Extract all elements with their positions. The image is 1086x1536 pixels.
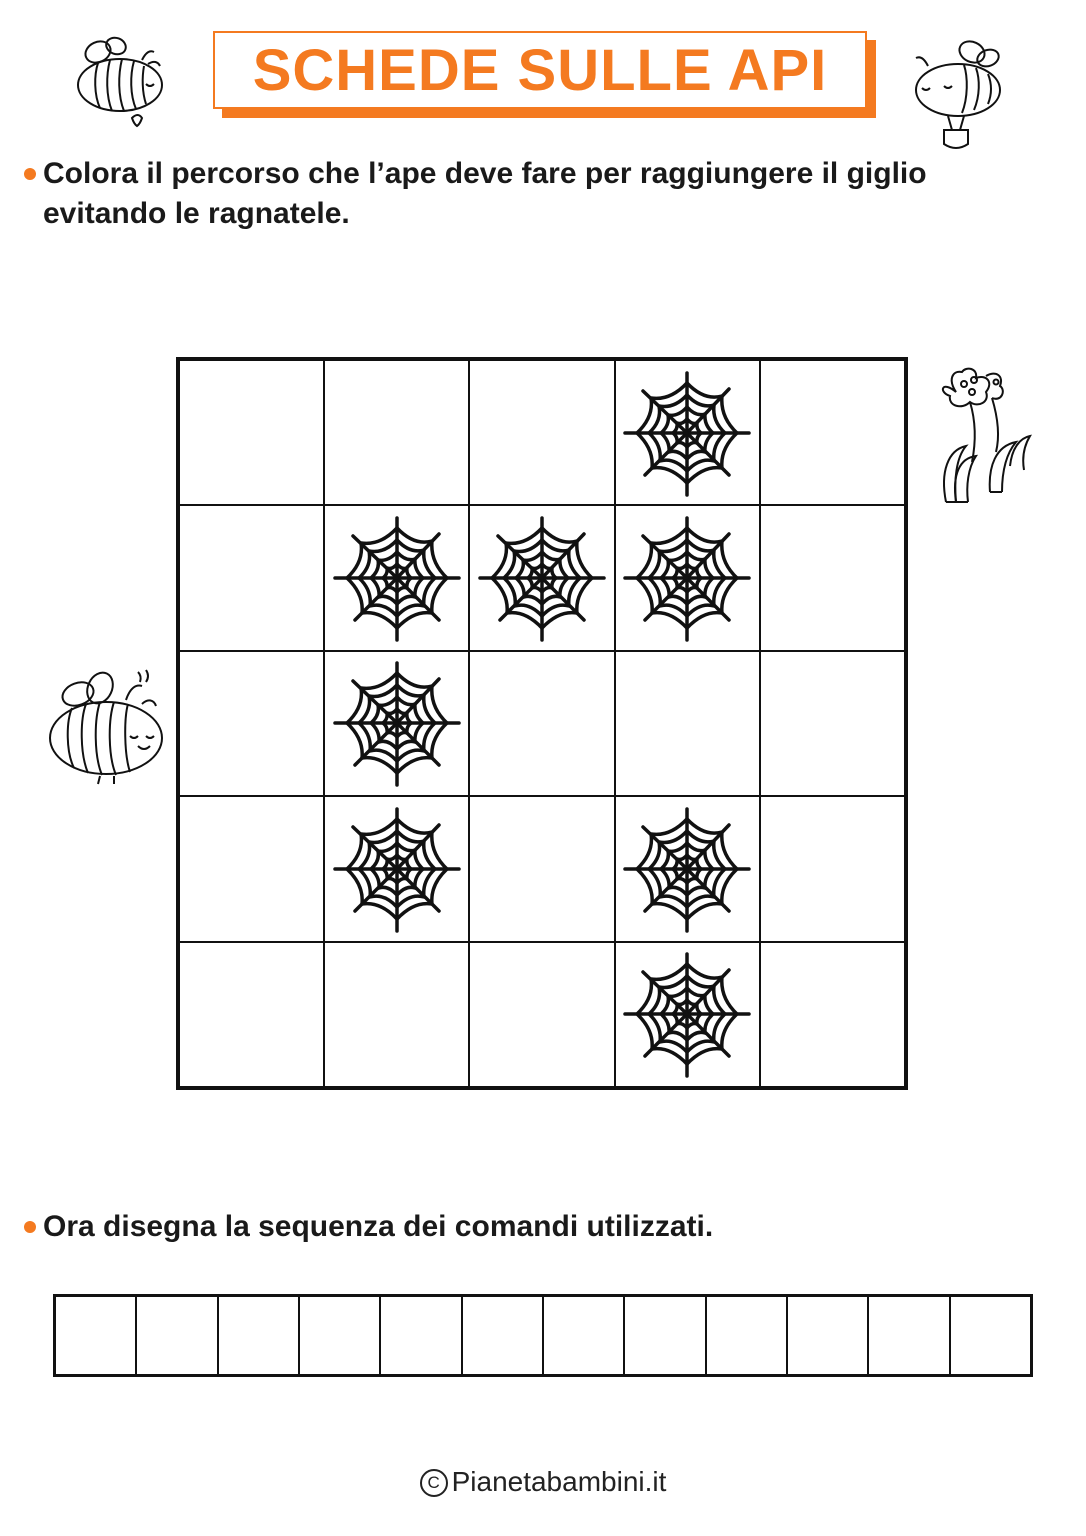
maze-cell[interactable] <box>615 360 760 505</box>
spider-web-icon <box>623 514 751 642</box>
instruction-text: Colora il percorso che l’ape deve fare per raggiungere il giglio evitando le ragnatele. <box>43 157 927 230</box>
maze-cell[interactable] <box>760 942 905 1087</box>
maze-cell[interactable] <box>324 796 469 941</box>
maze-grid <box>176 357 908 1090</box>
maze-cell[interactable] <box>469 360 614 505</box>
maze-cell[interactable] <box>179 796 324 941</box>
maze-cell[interactable] <box>760 651 905 796</box>
maze-cell[interactable] <box>760 360 905 505</box>
command-box[interactable] <box>219 1297 300 1374</box>
instruction-text: Ora disegna la sequenza dei comandi utilizzati. <box>43 1210 714 1243</box>
command-box[interactable] <box>381 1297 462 1374</box>
maze-cell[interactable] <box>324 360 469 505</box>
maze-cell[interactable] <box>469 796 614 941</box>
command-sequence-row <box>53 1294 1033 1377</box>
maze-cell[interactable] <box>324 651 469 796</box>
command-box[interactable] <box>300 1297 381 1374</box>
maze-cell[interactable] <box>615 942 760 1087</box>
spider-web-icon <box>478 514 606 642</box>
maze-cell[interactable] <box>615 796 760 941</box>
maze-cell[interactable] <box>324 505 469 650</box>
spider-web-icon <box>623 950 751 1078</box>
maze-cell[interactable] <box>324 942 469 1087</box>
spider-web-icon <box>333 659 461 787</box>
command-box[interactable] <box>544 1297 625 1374</box>
command-box[interactable] <box>463 1297 544 1374</box>
bee-icon <box>42 660 167 785</box>
maze-cell[interactable] <box>760 796 905 941</box>
maze-cell[interactable] <box>760 505 905 650</box>
instruction-color-path <box>24 154 1024 234</box>
spider-web-icon <box>623 369 751 497</box>
command-box[interactable] <box>869 1297 950 1374</box>
command-box[interactable] <box>951 1297 1030 1374</box>
spider-web-icon <box>333 514 461 642</box>
maze-cell[interactable] <box>179 942 324 1087</box>
footer-credit <box>0 1466 1086 1498</box>
maze-cell[interactable] <box>179 360 324 505</box>
bullet-dot <box>24 1221 36 1233</box>
maze-cell[interactable] <box>179 651 324 796</box>
bee-decoration-top-right-icon <box>908 32 1008 152</box>
footer-site: Pianetabambini.it <box>451 1466 667 1497</box>
maze-cell[interactable] <box>615 651 760 796</box>
command-box[interactable] <box>625 1297 706 1374</box>
command-box[interactable] <box>707 1297 788 1374</box>
copyright-icon: C <box>420 1469 448 1497</box>
page-title: SCHEDE SULLE API <box>252 37 828 103</box>
lily-flower-icon <box>926 362 1036 507</box>
bullet-dot <box>24 168 36 180</box>
title-banner <box>213 31 867 109</box>
maze-cell[interactable] <box>469 942 614 1087</box>
bee-decoration-top-left-icon <box>68 30 168 130</box>
spider-web-icon <box>333 805 461 933</box>
command-box[interactable] <box>137 1297 218 1374</box>
command-box[interactable] <box>788 1297 869 1374</box>
command-box[interactable] <box>56 1297 137 1374</box>
maze-cell[interactable] <box>179 505 324 650</box>
maze-cell[interactable] <box>615 505 760 650</box>
maze-cell[interactable] <box>469 505 614 650</box>
spider-web-icon <box>623 805 751 933</box>
maze-cell[interactable] <box>469 651 614 796</box>
title-box <box>213 31 867 109</box>
instruction-draw-commands <box>24 1207 1024 1247</box>
